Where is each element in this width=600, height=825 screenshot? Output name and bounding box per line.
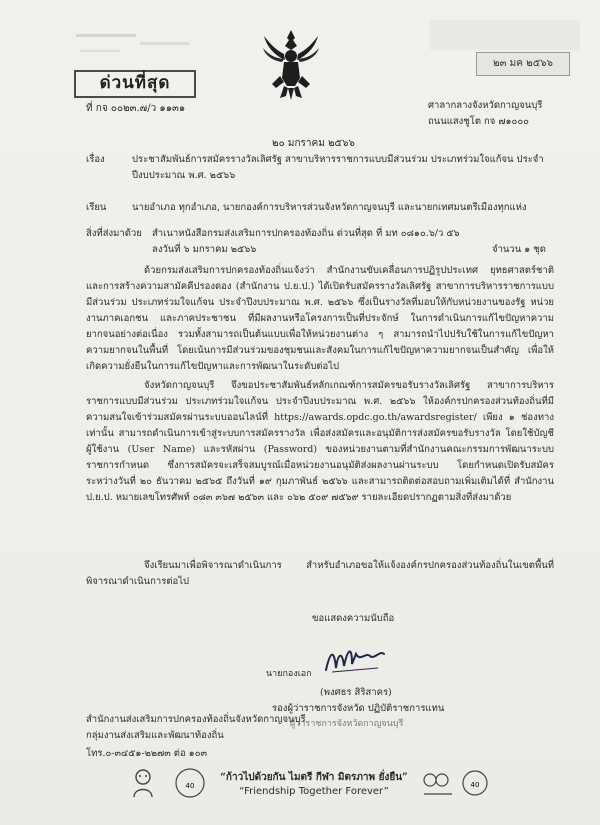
subject-label: เรื่อง — [86, 154, 105, 165]
address-line-2: ถนนแสงชูโต กจ ๗๑๐๐๐ — [428, 116, 529, 127]
document-number: ที่ กจ ๐๐๒๓.๗/ว ๑๑๓๑ — [86, 103, 186, 114]
anniversary-logo-right-icon — [460, 768, 490, 798]
signer-rank: นายกองเอก — [266, 669, 312, 679]
logo-right-number: 40 — [470, 781, 480, 789]
document-date: ๒๐ มกราคม ๒๕๖๖ — [272, 138, 355, 149]
subject-text: ประชาสัมพันธ์การสมัครรางวัลเลิศรัฐ สาขาบริหารราชการแบบมีส่วนร่วม ประเภทร่วมใจแก้จน ประจำปีงบประมาณ พ.ศ. ๒๕๖๖ — [132, 154, 544, 181]
mascot-icon — [128, 767, 158, 799]
attachment-label: สิ่งที่ส่งมาด้วย — [86, 228, 142, 239]
signature-mark — [322, 642, 388, 678]
address-line-1: ศาลากลางจังหวัดกาญจนบุรี — [428, 100, 543, 111]
office-name: สำนักงานส่งเสริมการปกครองท้องถิ่นจังหวัดกาญจนบุรี — [86, 714, 306, 725]
attachment-count: จำนวน ๑ ชุด — [492, 244, 546, 255]
recipient-text: นายอำเภอ ทุกอำเภอ, นายกองค์การบริหารส่วนจังหวัดกาญจนบุรี และนายกเทศมนตรีเมืองทุกแห่ง — [132, 202, 527, 213]
attachment-text: สำเนาหนังสือกรมส่งเสริมการปกครองท้องถิ่น ด่วนที่สุด ที่ มท ๐๘๑๐.๖/ว ๕๖ — [152, 228, 460, 239]
games-logo-icon — [420, 768, 456, 798]
signer-position-2: ผู้ว่าราชการจังหวัดกาญจนบุรี — [290, 719, 404, 729]
attachment-date: ลงวันที่ ๖ มกราคม ๒๕๖๖ — [152, 244, 257, 255]
recipient-label: เรียน — [86, 202, 107, 213]
closing-regards: ขอแสดงความนับถือ — [312, 613, 395, 624]
body-paragraph-2: จังหวัดกาญจนบุรี จึงขอประชาสัมพันธ์หลักเกณฑ์การสมัครขอรับรางวัลเลิศรัฐ สาขาการบริหารราชการแบบมีส่วนร่วม ประเภทร่วมใจแก้จน ประจำปีงบประมาณ พ.ศ. ๒๕๖๖ ให้องค์กรปกครองส่วนท้องถิ่นที่มีความสนใจเข้าร่วมสมัครผ่านระบบออนไลน์ที่ https://awards.opdc.go.th/awardsregister/ เพียง ๑ ช่องทางเท่านั้น สามารถดำเนินการเข้าสู่ระบบการสมัครรางวัล เพื่อส่งสมัครและอนุมัติการส่งสมัครขอรับรางวัล โดยใช้บัญชีผู้ใช้งาน (User Name) และรหัสผ่าน (Password) ของหน่วยงานตามที่สำนักงานคณะกรรมการพัฒนาระบบราชการกำหนด ซึ่งการสมัครจะเสร็จสมบูรณ์เมื่อหน่วยงานอนุมัติส่งผลงานผ่านระบบ โดยกำหนดเปิดรับสมัครระหว่างวันที่ ๒๐ ธันวาคม ๒๕๖๕ ถึงวันที่ ๑๙ กุมภาพันธ์ ๒๕๖๖ และสามารถติดต่อสอบถามเพิ่มเติมได้ที่ สำนักงาน ป.ย.ป. หมายเลขโทรศัพท์ ๐๘๓ ๓๖๗ ๒๕๖๓ และ ๐๖๒ ๕๐๙ ๗๕๖๙ รายละเอียดปรากฏตามสิ่งที่ส่งมาด้วย — [86, 380, 554, 503]
signer-position-1: รองผู้ว่าราชการจังหวัด ปฏิบัติราชการแทน — [272, 703, 445, 714]
footer-logo-right — [420, 768, 490, 798]
received-stamp: ๒๓ มค ๒๕๖๖ — [476, 52, 570, 76]
garuda-emblem-icon — [262, 26, 320, 102]
motto-english: “Friendship Together Forever” — [239, 786, 389, 797]
body-paragraph-1: ด้วยกรมส่งเสริมการปกครองท้องถิ่นแจ้งว่า สำนักงานขับเคลื่อนการปฏิรูปประเทศ ยุทธศาสตร์ชาติ และการสร้างความสามัคคีปรองดอง (สำนักงาน ป.ย.ป.) ได้เปิดรับสมัครรางวัลเลิศรัฐ สาขาการบริหารราชการแบบมีส่วนร่วม ประเภทร่วมใจแก้จน ประจำปีงบประมาณ พ.ศ. ๒๕๖๖ ซึ่งเป็นรางวัลที่มอบให้กับหน่วยงานของรัฐ หน่วยงานภาคเอกชน และภาคประชาชน ที่มีผลงานหรือโครงการเป็นที่ประจักษ์ ในการดำเนินการแก้ไขปัญหาความยากจนอย่างต่อเนื่อง รวมทั้งสามารถเป็นต้นแบบเพื่อให้หน่วยงานต่าง ๆ สามารถนำไปปรับใช้ในการแก้ไขปัญหาความยากจนในพื้นที่ โดยเน้นการมีส่วนร่วมของชุมชนและสังคมในการแก้ไขปัญหาความยากจนเป็นสำคัญ เพื่อให้เกิดความยั่งยืนในการแก้ไขปัญหาและการพัฒนาในระดับต่อไป — [86, 265, 554, 372]
logo-left-number: 40 — [185, 782, 195, 790]
office-division: กลุ่มงานส่งเสริมและพัฒนาท้องถิ่น — [86, 730, 224, 741]
urgent-stamp: ด่วนที่สุด — [74, 70, 196, 98]
anniversary-logo-icon — [166, 767, 214, 799]
stamp-shadow — [430, 20, 580, 50]
footer-logo-left — [128, 766, 214, 800]
office-phone: โทร.๐-๓๔๕๑-๒๒๗๓ ต่อ ๑๐๓ — [86, 748, 208, 759]
signer-name: (พงศธร สิริสาคร) — [320, 687, 392, 698]
motto-thai: “ก้าวไปด้วยกัน ไมตรี กีฬา มิตรภาพ ยั่งยืน” — [220, 772, 408, 783]
bleed-through-mark — [70, 30, 200, 58]
body-paragraph-3: จึงเรียนมาเพื่อพิจารณาดำเนินการ สำหรับอำเภอขอให้แจ้งองค์กรปกครองส่วนท้องถิ่นในเขตพื้นที่พิจารณาดำเนินการต่อไป — [86, 560, 554, 587]
